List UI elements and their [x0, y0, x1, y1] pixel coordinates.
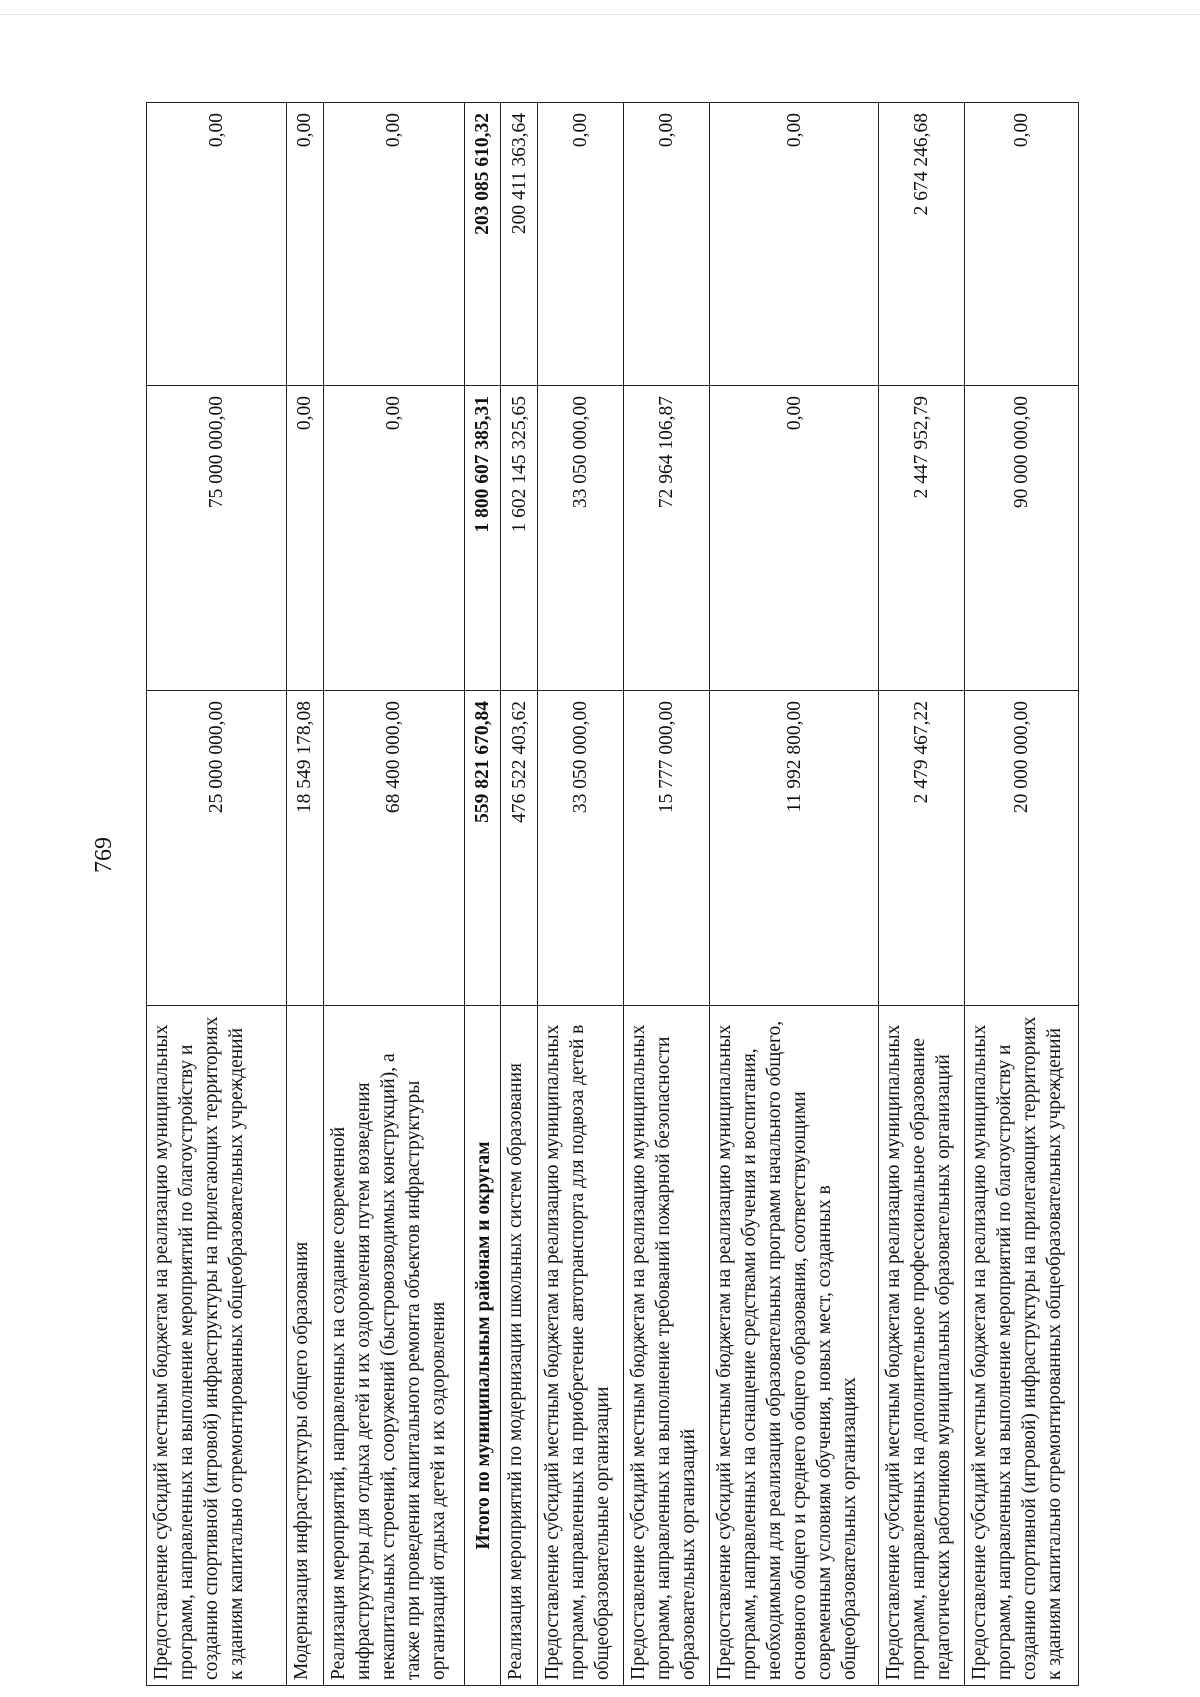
amount-cell-2: 1 602 145 325,65 [501, 386, 537, 691]
amount-cell-1: 25 000 000,00 [147, 691, 287, 1006]
amount-cell-2: 1 800 607 385,31 [465, 386, 501, 691]
amount-cell-3: 0,00 [624, 103, 710, 386]
scan-top-edge [0, 14, 1200, 15]
amount-cell-1: 15 777 000,00 [624, 691, 710, 1006]
row-description: Предоставление субсидий местным бюджетам на реализацию муниципальных программ, направленных на выполнение мероприятий по благоустройству и созданию спортивной (игровой) инфраструктуры на прилегающих территориях к зданиям капитально отремонтированных общеобразовательных учреждений [965, 1006, 1079, 1686]
amount-cell-3: 0,00 [287, 103, 323, 386]
row-description: Предоставление субсидий местным бюджетам на реализацию муниципальных программ, направленных на приобретение автотранспорта для подвоза детей в общеобразовательные организации [537, 1006, 623, 1686]
table-row [537, 103, 623, 1686]
amount-cell-1: 2 479 467,22 [879, 691, 965, 1006]
row-description: Предоставление субсидий местным бюджетам на реализацию муниципальных программ, направленных на оснащение средствами обучения и воспитания, необходимыми для реализации образовательных программ начального общего, основного общего и среднего общего образования, соответствующими современным условиям обучения, новых мест, созданных в общеобразовательных организациях [710, 1006, 879, 1686]
table-row [710, 103, 879, 1686]
table-row [323, 103, 464, 1686]
amount-cell-3: 0,00 [537, 103, 623, 386]
amount-cell-3: 0,00 [147, 103, 287, 386]
row-description: Модернизация инфраструктуры общего образования [287, 1006, 323, 1686]
amount-cell-3: 2 674 246,68 [879, 103, 965, 386]
amount-cell-2: 72 964 106,87 [624, 386, 710, 691]
amount-cell-3: 0,00 [323, 103, 464, 386]
amount-cell-1: 68 400 000,00 [323, 691, 464, 1006]
row-description: Предоставление субсидий местным бюджетам на реализацию муниципальных программ, направленных на выполнение мероприятий по благоустройству и созданию спортивной (игровой) инфраструктуры на прилегающих территориях к зданиям капитально отремонтированных общеобразовательных учреждений [147, 1006, 287, 1686]
amount-cell-1: 33 050 000,00 [537, 691, 623, 1006]
table-row [624, 103, 710, 1686]
amount-cell-2: 2 447 952,79 [879, 386, 965, 691]
table-row [501, 103, 537, 1686]
table-row [287, 103, 323, 1686]
amount-cell-3: 0,00 [710, 103, 879, 386]
amount-cell-1: 11 992 800,00 [710, 691, 879, 1006]
amount-cell-3: 200 411 363,64 [501, 103, 537, 386]
amount-cell-1: 559 821 670,84 [465, 691, 501, 1006]
budget-table [146, 102, 1079, 1686]
row-description: Реализация мероприятий, направленных на создание современной инфраструктуры для отдыха детей и их оздоровления путем возведения некапитальных строений, сооружений (быстровозводимых конструкций), а также при проведении капитального ремонта объектов инфраструктуры организаций отдыха детей и их оздоровления [323, 1006, 464, 1686]
total-row [465, 103, 501, 1686]
row-description: Предоставление субсидий местным бюджетам на реализацию муниципальных программ, направленных на дополнительное профессиональное образование педагогических работников муниципальных образовательных организаций [879, 1006, 965, 1686]
amount-cell-1: 476 522 403,62 [501, 691, 537, 1006]
table-body [147, 103, 1079, 1686]
amount-cell-2: 90 000 000,00 [965, 386, 1079, 691]
table-row [965, 103, 1079, 1686]
row-description: Предоставление субсидий местным бюджетам на реализацию муниципальных программ, направленных на выполнение требований пожарной безопасности образовательных организаций [624, 1006, 710, 1686]
table-row [147, 103, 287, 1686]
amount-cell-3: 0,00 [965, 103, 1079, 386]
amount-cell-2: 0,00 [323, 386, 464, 691]
amount-cell-2: 33 050 000,00 [537, 386, 623, 691]
page-number: 769 [91, 837, 117, 873]
amount-cell-1: 18 549 178,08 [287, 691, 323, 1006]
row-description: Реализация мероприятий по модернизации школьных систем образования [501, 1006, 537, 1686]
amount-cell-1: 20 000 000,00 [965, 691, 1079, 1006]
amount-cell-2: 0,00 [710, 386, 879, 691]
budget-table-rotated [146, 103, 1079, 1686]
amount-cell-2: 0,00 [287, 386, 323, 691]
row-description: Итого по муниципальным районам и округам [465, 1006, 501, 1686]
table-row [879, 103, 965, 1686]
amount-cell-2: 75 000 000,00 [147, 386, 287, 691]
amount-cell-3: 203 085 610,32 [465, 103, 501, 386]
